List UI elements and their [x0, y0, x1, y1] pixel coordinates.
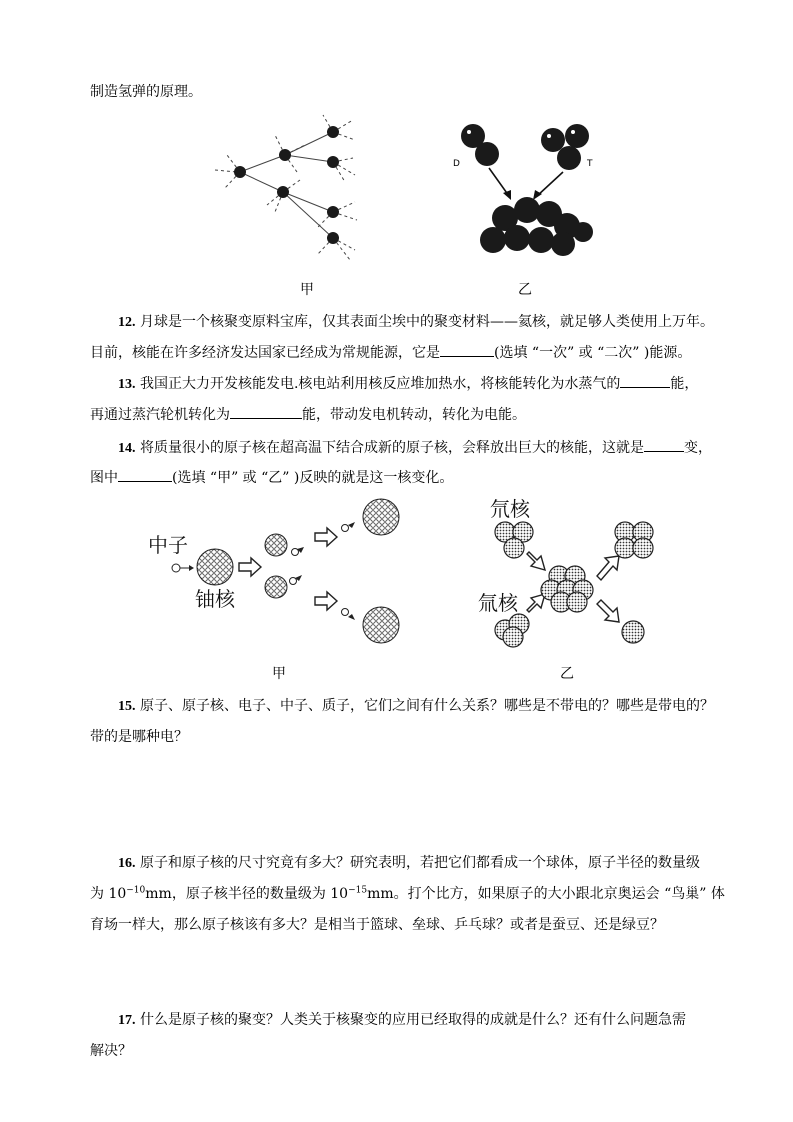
q12-text2a: 目前，核能在许多经济发达国家已经成为常规能源，它是: [90, 345, 440, 361]
q17-number: 17.: [118, 1013, 136, 1028]
q14-text1b: 变，: [683, 440, 712, 456]
q13-blank2[interactable]: [230, 404, 302, 419]
q16-line2: [90, 884, 725, 904]
fig1-caption-right: 乙: [518, 282, 532, 298]
q14-text2b: (选填 “甲” 或 “乙” )反映的就是这一核变化。: [172, 470, 454, 486]
q15-number: 15.: [118, 699, 136, 714]
q14-blank1[interactable]: [644, 437, 684, 452]
q12-line1: [118, 312, 738, 333]
q13-blank1[interactable]: [620, 373, 670, 388]
fig2-caption-right: 乙: [560, 666, 574, 682]
q13-text2a: 再通过蒸汽轮机转化为: [90, 407, 230, 423]
q16-line1: [118, 853, 738, 874]
q14-text2a: 图中: [90, 470, 118, 486]
q16-text2c: mm。打个比方，如果原子的大小跟北京奥运会 “鸟巢” 体: [367, 886, 725, 902]
q12-line2: [90, 342, 710, 363]
fission-diagram: [145, 495, 415, 655]
q14-blank2[interactable]: [118, 467, 172, 482]
q15-line2: 带的是哪种电？: [90, 729, 188, 745]
q16-exp2: −15: [348, 885, 368, 896]
fusion-diagram: [475, 490, 695, 655]
q16-text2b: mm，原子核半径的数量级为 10: [145, 886, 349, 902]
q14-text1a: 将质量很小的原子核在超高温下结合成新的原子核，会释放出巨大的核能，这就是: [139, 440, 644, 456]
fig2-caption-left: 甲: [272, 666, 286, 682]
q14-line1: [118, 437, 738, 459]
q13-text1a: 我国正大力开发核能发电.核电站利用核反应堆加热水，将核能转化为水蒸气的: [139, 376, 621, 392]
q14-line2: [90, 467, 710, 488]
deuterium-label: 氘核: [490, 497, 530, 521]
q17-line1: [118, 1010, 738, 1031]
q16-exp1: −10: [126, 885, 146, 896]
q13-line2: [90, 404, 710, 425]
q13-text2b: 能，带动发电机转动，转化为电能。: [302, 407, 526, 423]
label-t: T: [587, 159, 593, 169]
fig1-caption-left: 甲: [300, 282, 314, 298]
q14-number: 14.: [118, 441, 136, 456]
intro-tail: 制造氢弹的原理。: [90, 84, 202, 100]
q15-line1: [118, 696, 738, 717]
q16-text2a: 为 10: [90, 886, 127, 902]
neutron-label: 中子: [148, 533, 188, 557]
uranium-nucleus: [197, 549, 233, 585]
q12-text1: 月球是一个核聚变原料宝库，仅其表面尘埃中的聚变材料——氦核，就足够人类使用上万年。: [139, 314, 714, 330]
q17-line2: 解决？: [90, 1043, 132, 1059]
q16-text1: 原子和原子核的尺寸究竟有多大？研究表明，若把它们都看成一个球体，原子半径的数量级: [139, 855, 700, 871]
label-d: D: [453, 159, 460, 169]
q17-text1: 什么是原子核的聚变？人类关于核聚变的应用已经取得的成就是什么？还有什么问题急需: [139, 1012, 686, 1028]
uranium-label: 铀核: [195, 587, 235, 611]
q13-text1b: 能，: [670, 376, 699, 392]
q16-line3: 育场一样大，那么原子核该有多大？是相当于篮球、垒球、乒乓球？或者是蚕豆、还是绿豆？: [90, 917, 664, 933]
fusion-figure: [445, 118, 615, 268]
q12-blank[interactable]: [440, 342, 494, 357]
q13-number: 13.: [118, 377, 136, 392]
q16-number: 16.: [118, 856, 136, 871]
q12-text2b: (选填 “一次” 或 “二次” )能源。: [494, 345, 692, 361]
q13-line1: [118, 373, 738, 395]
q12-number: 12.: [118, 315, 136, 330]
tritium-label: 氚核: [478, 591, 518, 615]
fission-chain-figure: [205, 110, 405, 270]
q15-text1: 原子、原子核、电子、中子、质子，它们之间有什么关系？哪些是不带电的？哪些是带电的？: [139, 698, 714, 714]
neutron-ball: [172, 564, 180, 572]
